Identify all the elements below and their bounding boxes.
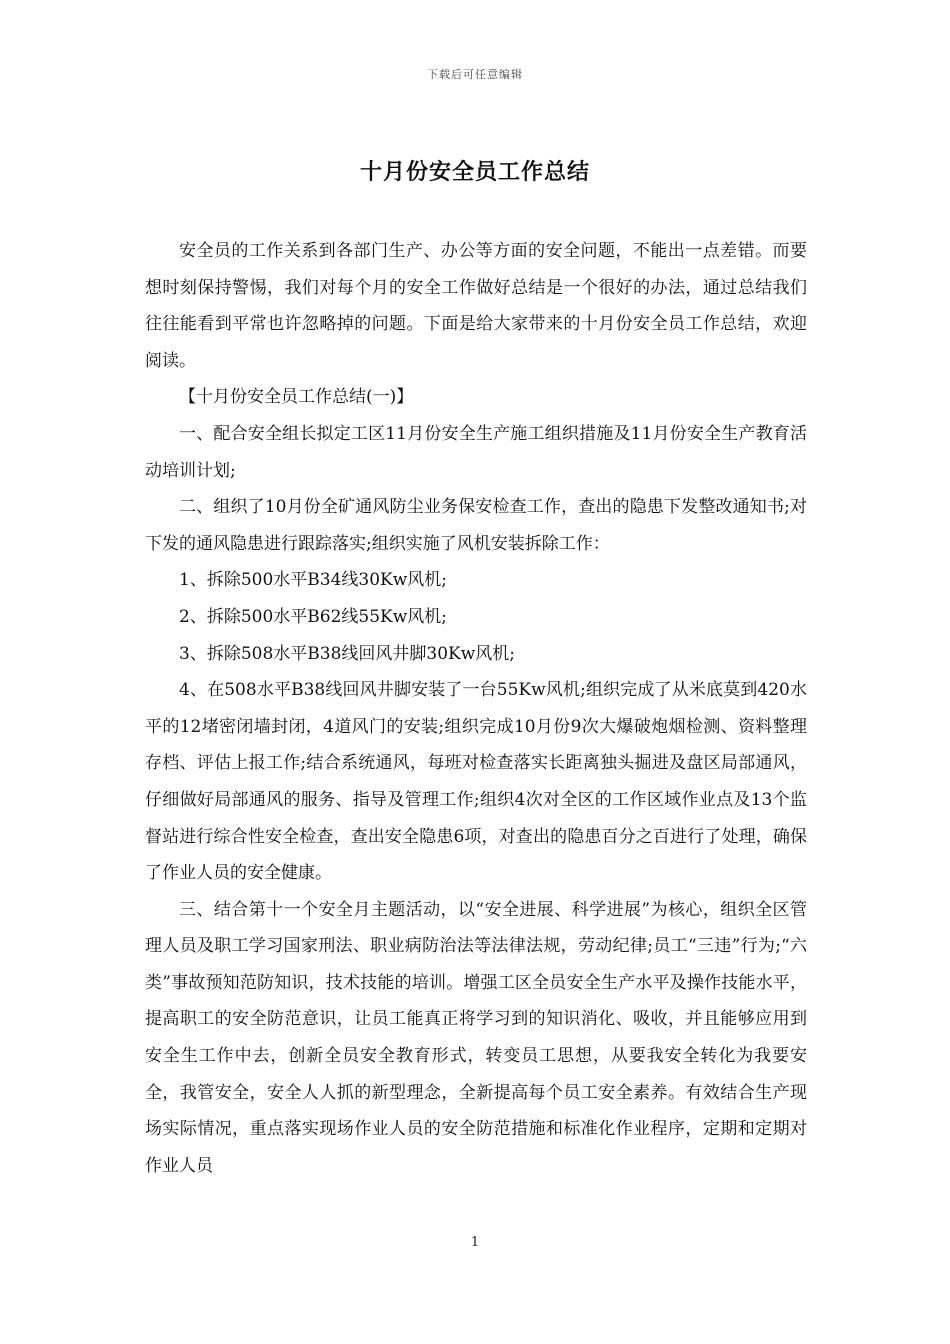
section-heading: 【十月份安全员工作总结(一)】 <box>179 387 414 408</box>
page-header-note: 下载后可任意编辑 <box>427 68 523 81</box>
document-title: 十月份安全员工作总结 <box>359 160 590 185</box>
sub-item-4: 4、在508水平B38线回风井脚安装了一台55Kw风机;组织完成了从米底莫到420水平的12堵密闭墙封闭，4道风门的安装;组织完成10月份9次大爆破炮烟检测、资料整理存档、评估上报工作;结合系统通风，每班对检查落实长距离独头掘进及盘区局部通风，仔细做好局部通风的服务、指导及管理工作;组织4次对全区的工作区域作业点及13个监督站进行综合性安全检查，查出安全隐患6项，对查出的隐患百分之百进行了处理，确保了作业人员的安全健康。 <box>145 680 807 884</box>
page-number: 1 <box>470 1235 480 1250</box>
sub-item-2: 2、拆除500水平B62线55Kw风机; <box>179 606 447 627</box>
document-body <box>145 233 807 1184</box>
item-one-paragraph: 一、配合安全组长拟定工区11月份安全生产施工组织措施及11月份安全生产教育活动培训计划; <box>145 423 807 481</box>
sub-item-1: 1、拆除500水平B34线30Kw风机; <box>179 570 447 591</box>
item-two-paragraph: 二、组织了10月份全矿通风防尘业务保安检查工作，查出的隐患下发整改通知书;对下发的通风隐患进行跟踪落实;组织实施了风机安装拆除工作： <box>145 497 807 554</box>
sub-item-3: 3、拆除508水平B38线回风井脚30Kw风机; <box>179 643 515 664</box>
intro-paragraph: 安全员的工作关系到各部门生产、办公等方面的安全问题，不能出一点差错。而要想时刻保持警惕，我们对每个月的安全工作做好总结是一个很好的办法，通过总结我们往往能看到平常也许忽略掉的问题。下面是给大家带来的十月份安全员工作总结，欢迎阅读。 <box>145 241 807 371</box>
item-three-paragraph: 三、结合第十一个安全月主题活动，以“安全进展、科学进展”为核心，组织全区管理人员及职工学习国家刑法、职业病防治法等法律法规，劳动纪律;员工“三违”行为;“六类”事故预知范防知识，技术技能的培训。增强工区全员安全生产水平及操作技能水平，提高职工的安全防范意识，让员工能真正将学习到的知识消化、吸收，并且能够应用到安全生工作中去，创新全员安全教育形式，转变员工思想，从要我安全转化为我要安全，我管安全，安全人人抓的新型理念，全新提高每个员工安全素养。有效结合生产现场实际情况，重点落实现场作业人员的安全防范措施和标准化作业程序，定期和定期对作业人员 <box>145 899 807 1176</box>
